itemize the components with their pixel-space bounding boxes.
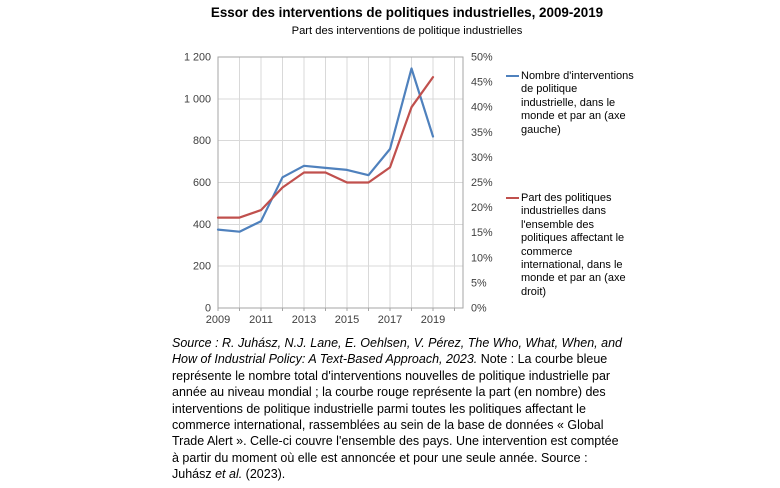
- svg-text:600: 600: [192, 177, 211, 189]
- svg-text:35%: 35%: [471, 126, 493, 139]
- svg-text:2009: 2009: [205, 314, 231, 326]
- svg-text:40%: 40%: [471, 101, 493, 114]
- svg-text:2017: 2017: [377, 314, 403, 326]
- svg-text:30%: 30%: [471, 151, 493, 164]
- svg-text:50%: 50%: [471, 51, 493, 64]
- svg-text:400: 400: [192, 218, 211, 231]
- svg-text:200: 200: [192, 260, 211, 273]
- svg-text:2011: 2011: [249, 314, 273, 326]
- svg-text:10%: 10%: [471, 252, 493, 265]
- source-text: Source : R. Juhász, N.J. Lane, E. Oehlsen, V. Pérez, The Who, What, When, and How of Industrial Policy: A Text-Based Approach, 2023.: [172, 336, 622, 367]
- chart-subtitle: Part des interventions de politique industrielles: [291, 25, 523, 37]
- footnote: [172, 335, 624, 483]
- note-text: [172, 352, 619, 481]
- svg-text:15%: 15%: [471, 227, 493, 240]
- note-segment: Note : La courbe bleue représente le nombre total d'interventions nouvelles de politique industrielle par année au niveau mondial ; la courbe rouge représente la part (en nombre) des interventions de politique industrielle parmi toutes les politiques affectant le commerce international, rassemblées au sein de la base de données « Global Trade Alert ». Celle-ci couvre l'ensemble des pays. Une intervention est comptée à partir du moment où elle est annoncée et pour une seule année. Source : Juhász: [172, 352, 619, 482]
- x-axis-labels: [206, 314, 445, 326]
- legend-label: Nombre d'interventions de politique industrielle, dans le monde et par an (axe gauche): [521, 70, 634, 136]
- svg-text:2013: 2013: [291, 314, 317, 326]
- svg-text:800: 800: [192, 135, 211, 148]
- svg-text:25%: 25%: [471, 177, 493, 189]
- svg-text:2019: 2019: [420, 314, 446, 326]
- svg-text:0%: 0%: [471, 302, 487, 315]
- legend-line-marker: [506, 197, 519, 199]
- legend-item-0: [506, 70, 635, 137]
- legend-line-marker: [506, 75, 519, 77]
- legend-item-1: [506, 192, 635, 299]
- note-segment: (2023).: [242, 467, 286, 482]
- legend-label: Part des politiques industrielles dans l'ensemble des politiques affectant le commerce international, dans le monde et par an (axe droit): [521, 192, 626, 298]
- svg-text:20%: 20%: [471, 202, 493, 215]
- svg-text:2015: 2015: [334, 314, 360, 326]
- title-block: [165, 4, 649, 37]
- note-italic-segment: et al.: [215, 467, 243, 482]
- line-chart: [170, 45, 506, 337]
- svg-text:0: 0: [204, 302, 211, 315]
- svg-text:1 200: 1 200: [183, 51, 211, 64]
- left-axis-labels: [184, 52, 211, 315]
- svg-text:1 000: 1 000: [183, 93, 211, 106]
- right-axis-labels: [471, 52, 493, 315]
- svg-text:45%: 45%: [471, 76, 493, 89]
- svg-text:5%: 5%: [471, 277, 487, 290]
- chart-title: Essor des interventions de politiques industrielles, 2009-2019: [210, 5, 604, 20]
